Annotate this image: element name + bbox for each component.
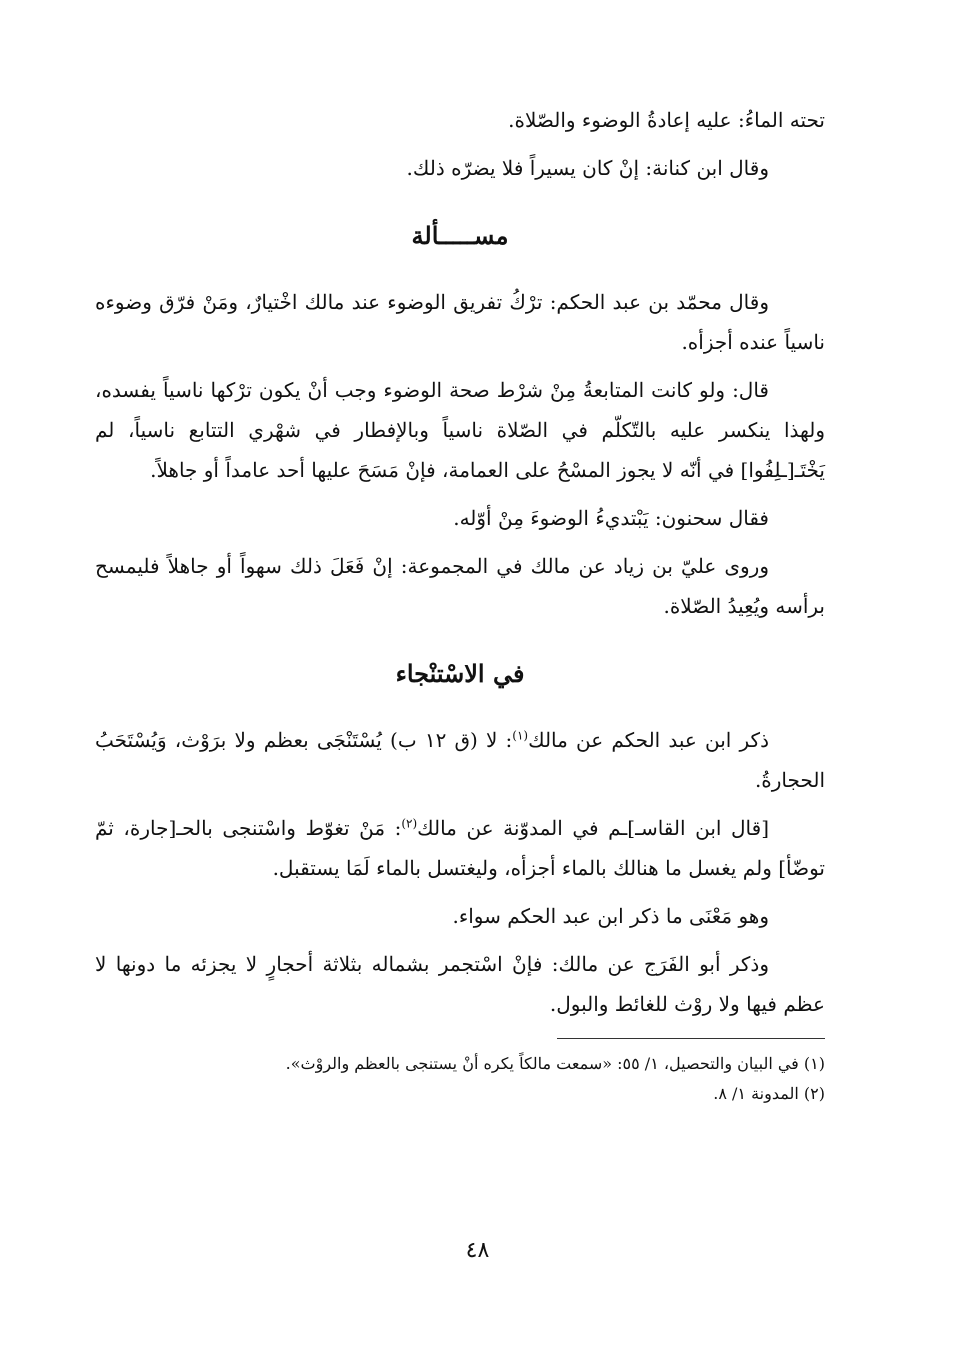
paragraph-istinja-1: [95, 720, 825, 800]
text-segment: : لا (ق ١٢ ب) يُسْتَنْجَى بعظم ولا برَوْث، وَيُسْتَحَبُ الحجارةُ.: [95, 728, 825, 792]
page-number: ٤٨: [465, 1238, 490, 1263]
paragraph-istinja-3: وهو مَعْنَى ما ذكر ابن عبد الحكم سواء.: [452, 904, 769, 928]
page-body: [95, 100, 825, 1300]
text-segment: [قال ابن القاسـ]ـم في المدوّنة عن مالك: [417, 816, 769, 840]
section-heading-masala: مســـــألة: [411, 221, 509, 250]
text-segment: ذكر ابن عبد الحكم عن مالك: [528, 728, 769, 752]
text-segment: : مَنْ تغوّط واسْتنجى بالحـ[جارة، ثمّ توضّأ] ولم يغسل ما هنالك بالماء أجزأه، وليغتسل بالماء لَمَا يستقبل.: [95, 816, 825, 880]
footnote-ref-1: (١): [512, 728, 529, 743]
footnote-divider: [557, 1038, 825, 1039]
paragraph-istinja-2: [95, 808, 825, 888]
section-heading-istinja: في الاسْتنْجاء: [395, 659, 525, 688]
paragraph-mutabaa: قال: ولو كانت المتابعةُ مِنْ شرْط صحة الوضوء وجب أنْ يكون ترْكها ناسياً يفسده، ولهذا ينكسر عليه بالتّكلّم في الصّلاة ناسياً وبالإفطار في شهْري التتابع ناسياً، لم يَخْتَـ[ـلِفُوا] في أنّه لا يجوز المسْحُ على العمامة، فإنْ مَسَحَ عليها أحد عامداً أو جاهلاً.: [95, 378, 825, 482]
footnote-2: (٢) المدونة ١/ ٨.: [713, 1084, 825, 1103]
paragraph-continuation: تحته الماءُ: عليه إعادةُ الوضوء والصّلاة.: [508, 108, 825, 132]
footnote-ref-2: (٢): [401, 816, 418, 831]
paragraph-sahnun: فقال سحنون: يَبْتديءُ الوضوءَ مِنْ أوّله.: [453, 506, 769, 530]
paragraph-istinja-4: وذكر أبو الفَرَج عن مالك: فإنْ اسْتجمر بشماله بثلاثة أحجارٍ لا يجزئه ما دونها لا عظم فيها ولا روْث للغائط والبول.: [95, 952, 825, 1016]
paragraph-ibn-abd-al-hakam: وقال محمّد بن عبد الحكم: ترْكُ تفريق الوضوء عند مالك اخْتيارٌ، ومَنْ فرّق وضوءه ناسياً عنده أجزأه.: [95, 290, 825, 354]
footnote-1: (١) في البيان والتحصيل، ١/ ٥٥: «سمعت مالكاً يكره أنْ يستنجى بالعظم والروْث».: [285, 1054, 825, 1073]
paragraph-ali-bin-ziyad: وروى عليّ بن زياد عن مالك في المجموعة: إنْ فَعَلَ ذلك سهواً أو جاهلاً فليمسح برأسه ويُعِيدُ الصّلاة.: [95, 554, 825, 618]
paragraph-ibn-kinana: وقال ابن كنانة: إنْ كان يسيراً فلا يضرّه ذلك.: [406, 156, 769, 180]
